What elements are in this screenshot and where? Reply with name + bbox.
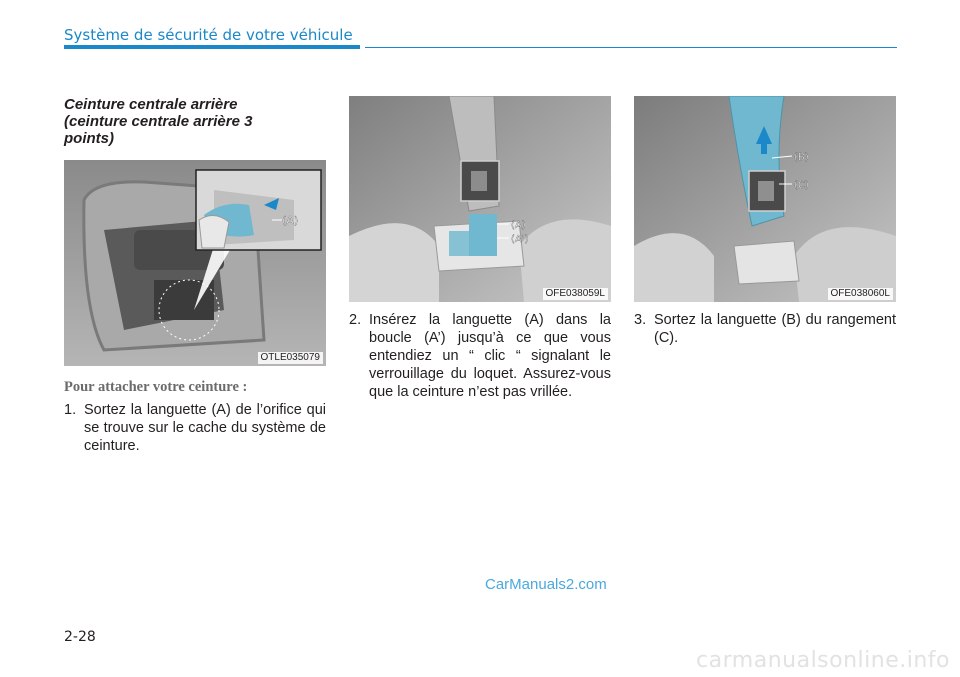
step-1 (64, 401, 326, 455)
subheading-fasten: Pour attacher votre ceinture : (64, 379, 248, 395)
buckle-insert-illustration (349, 96, 611, 302)
figure-2-label-a-prime: (A') (511, 234, 529, 245)
figure-buckle-insert (349, 96, 611, 302)
figure-3-label-b: (B) (794, 152, 809, 163)
footer-watermark: carmanualsonline.info (696, 648, 950, 673)
section-heading-line-1: Ceinture centrale arrière (64, 96, 238, 113)
watermark-link[interactable]: CarManuals2.com (485, 576, 607, 593)
step-2-text: Insérez la languette (A) dans la boucle (A’) jusqu’à ce que vous entendiez un “ clic “ signalant le verrouillage du loquet. Assurez-vous que la ceinture n’est pas vrillée. (369, 312, 611, 400)
figure-ceiling-belt-cover (64, 160, 326, 366)
step-3-text: Sortez la languette (B) du rangement (C). (654, 312, 896, 346)
figure-1-label-a: (A) (282, 214, 299, 227)
section-heading-line-2: (ceinture centrale arrière 3 (64, 113, 253, 130)
page-number: 2-28 (64, 629, 96, 645)
header-rule-thin (365, 47, 897, 48)
step-1-number: 1. (64, 402, 77, 418)
step-2 (349, 311, 611, 401)
figure-3-caption: OFE038060L (828, 288, 894, 300)
tongue-storage-illustration (634, 96, 896, 302)
chapter-title: Système de sécurité de votre véhicule (64, 26, 353, 44)
figure-1-caption: OTLE035079 (258, 352, 324, 364)
ceiling-cover-illustration (64, 160, 326, 366)
step-3-number: 3. (634, 312, 647, 328)
section-heading (64, 96, 326, 147)
figure-2-caption: OFE038059L (543, 288, 609, 300)
figure-2-label-a: (A) (511, 220, 526, 231)
step-1-text: Sortez la languette (A) de l’orifice qui se trouve sur le cache du système de ceinture. (84, 402, 326, 454)
step-2-number: 2. (349, 312, 362, 328)
figure-tongue-storage (634, 96, 896, 302)
header-rule-thick (64, 45, 360, 49)
figure-3-label-c: (C) (794, 180, 809, 191)
section-heading-line-3: points) (64, 130, 114, 147)
step-3 (634, 311, 896, 347)
